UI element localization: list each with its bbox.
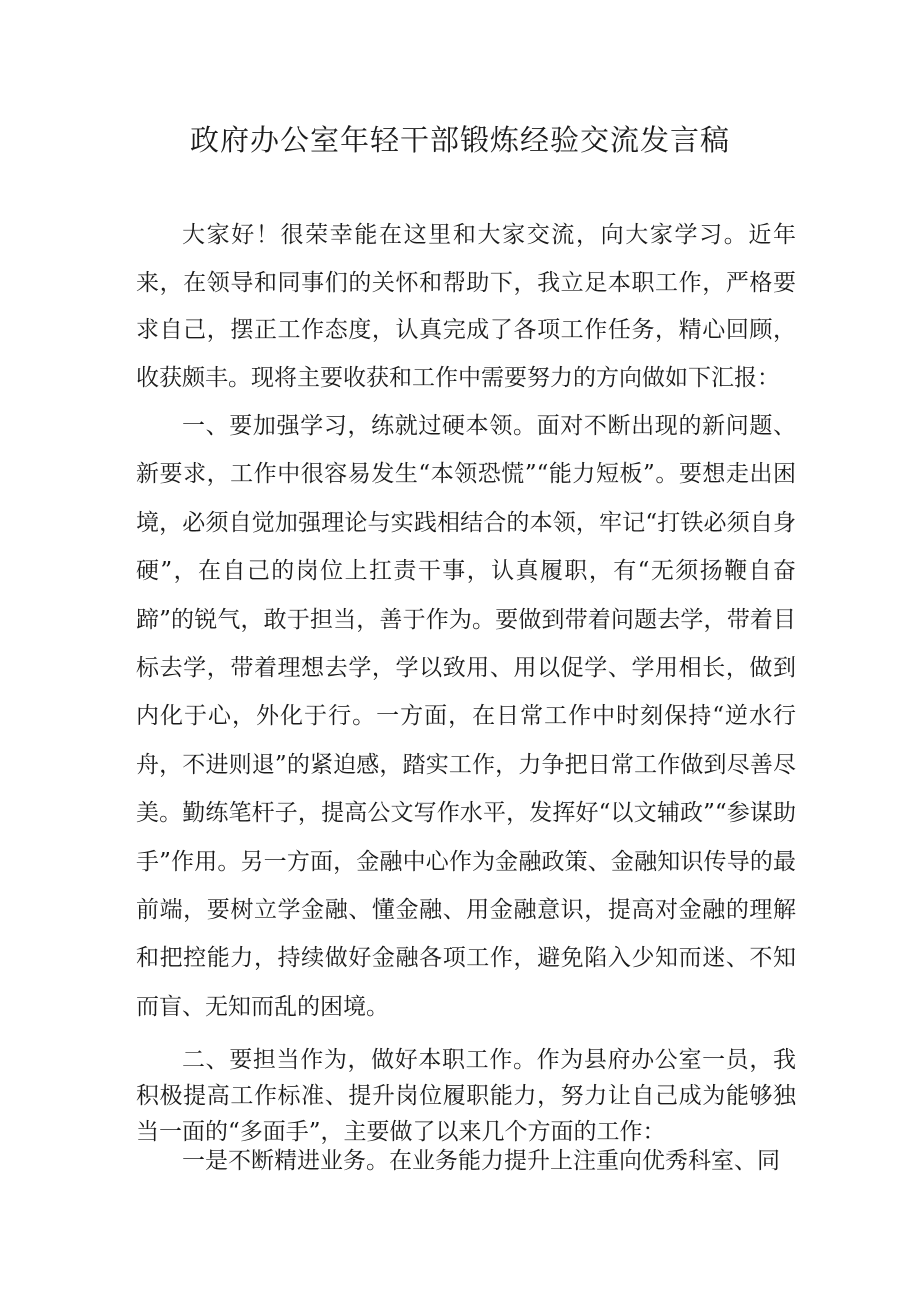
paragraph-point-one: 一是不断精进业务。在业务能力提升上注重向优秀科室、同: [182, 1148, 780, 1174]
paragraph-section-two: 二、要担当作为，做好本职工作。作为县府办公室一员，我积极提高工作标准、提升岗位履职能力，努力让自己成为能够独当一面的“多面手”，主要做了以来几个方面的工作：: [136, 1047, 796, 1145]
paragraph-greeting: 大家好！很荣幸能在这里和大家交流，向大家学习。近年来，在领导和同事们的关怀和帮助下，我立足本职工作，严格要求自己，摆正工作态度，认真完成了各项工作任务，精心回顾，收获颇丰。现将主要收获和工作中需要努力的方向做如下汇报：: [136, 222, 796, 391]
document-title: 政府办公室年轻干部锻炼经验交流发言稿: [189, 123, 730, 157]
paragraph-section-one: 一、要加强学习，练就过硬本领。面对不断出现的新问题、新要求，工作中很容易发生“本领恐慌”“能力短板”。要想走出困境，必须自觉加强理论与实践相结合的本领，牢记“打铁必须自身硬”，在自己的岗位上扛责干事，认真履职，有“无须扬鞭自奋蹄”的锐气，敢于担当，善于作为。要做到带着问题去学，带着目标去学，带着理想去学，学以致用、用以促学、学用相长，做到内化于心，外化于行。一方面，在日常工作中时刻保持“逆水行舟，不进则退”的紧迫感，踏实工作，力争把日常工作做到尽善尽美。勤练笔杆子，提高公文写作水平，发挥好“以文辅政”“参谋助手”作用。另一方面，金融中心作为金融政策、金融知识传导的最前端，要树立学金融、懂金融、用金融意识，提高对金融的理解和把控能力，持续做好金融各项工作，避免陷入少知而迷、不知而盲、无知而乱的困境。: [136, 413, 796, 1020]
